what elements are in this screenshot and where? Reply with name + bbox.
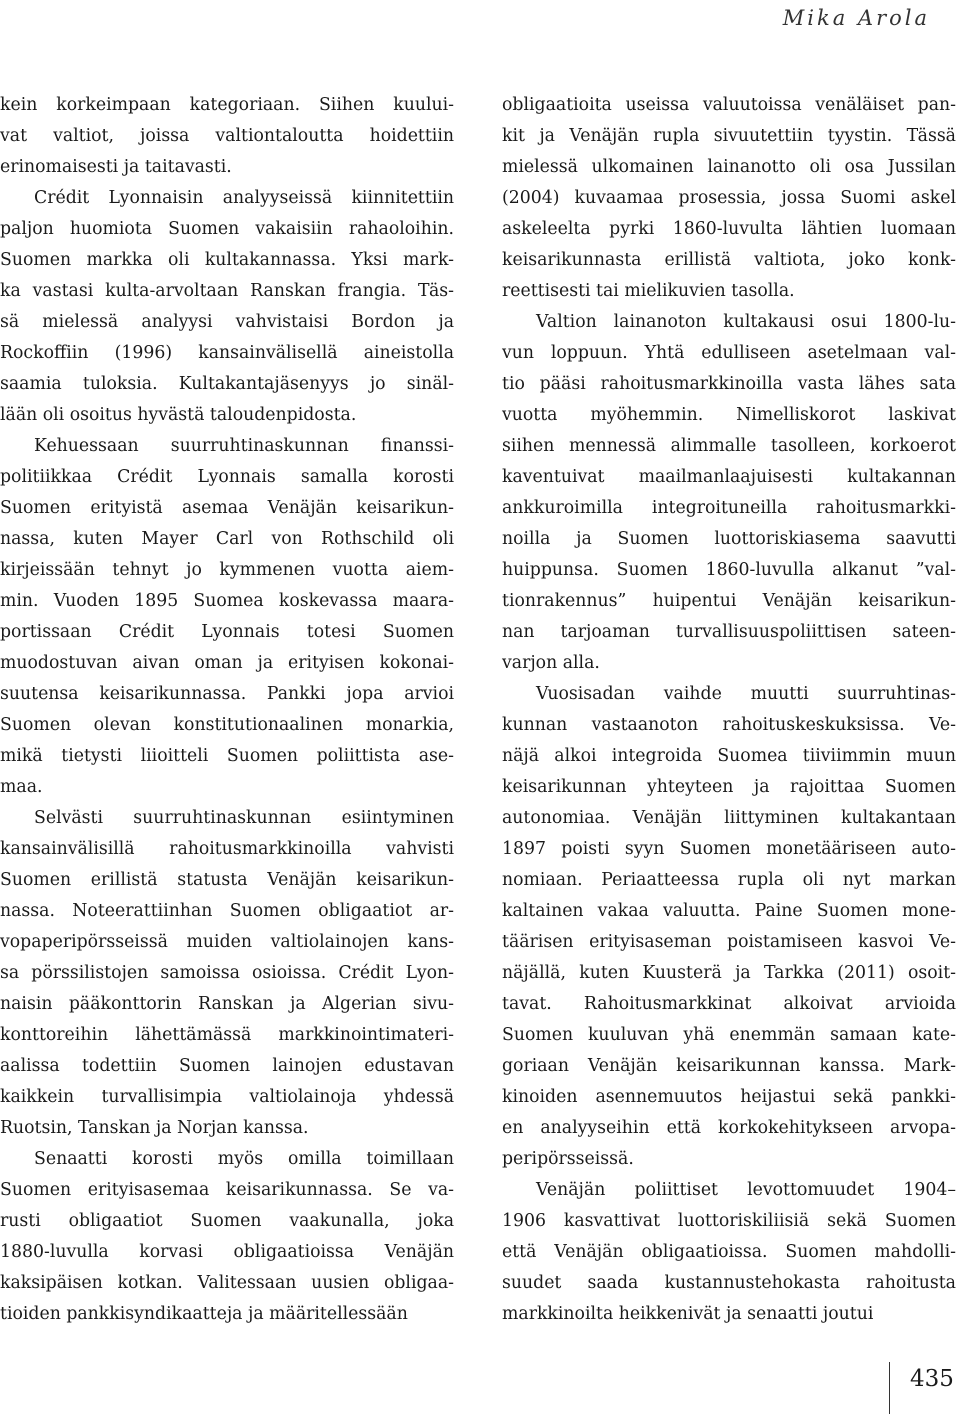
text-line: 1897 poisti syyn Suomen monetääriseen auto- xyxy=(502,839,956,859)
text-line: nomiaan. Periaatteessa rupla oli nyt markan xyxy=(502,870,956,890)
paragraph xyxy=(502,1175,956,1330)
text-line: Suomen erityistä asemaa Venäjän keisarikun- xyxy=(0,498,454,518)
text-line: kit ja Venäjän rupla sivuutettiin tyystin. Tässä xyxy=(502,126,956,146)
paragraph xyxy=(0,1144,454,1330)
text-line: 1880-luvulla korvasi obligaatioissa Venäjän xyxy=(0,1242,454,1262)
text-line: Suomen erillistä statusta Venäjän keisarikun- xyxy=(0,870,454,890)
text-line: paljon huomiota Suomen vakaisiin rahaoloihin. xyxy=(0,219,454,239)
text-line: Selvästi suurruhtinaskunnan esiintyminen xyxy=(34,808,454,828)
text-line: sä mielessä analyysi vahvistaisi Bordon ja xyxy=(0,312,454,332)
text-line: vat valtiot, joissa valtiontaloutta hoidettiin xyxy=(0,126,454,146)
text-line: kaikkein turvallisimpia valtiolainoja yhdessä xyxy=(0,1087,454,1107)
text-line: peripörsseissä. xyxy=(502,1149,634,1169)
text-line: askeleelta pyrki 1860-luvulta lähtien luomaan xyxy=(502,219,956,239)
text-line: aalissa todettiin Suomen lainojen edustavan xyxy=(0,1056,454,1076)
running-head: Mika Arola xyxy=(782,6,930,30)
text-line: vuotta myöhemmin. Nimelliskorot laskivat xyxy=(502,405,956,425)
text-line: sa pörssilistojen samoissa osioissa. Crédit Lyon- xyxy=(0,963,454,983)
text-line: lään oli osoitus hyvästä taloudenpidosta. xyxy=(0,405,357,425)
text-line: täärisen erityisaseman poistamiseen kasvoi Ve- xyxy=(502,932,956,952)
text-line: Suomen kuuluvan yhä enemmän samaan kate- xyxy=(502,1025,956,1045)
text-line: goriaan Venäjän keisarikunnan kanssa. Mark- xyxy=(502,1056,956,1076)
right-column xyxy=(502,90,956,1330)
text-line: nassa. Noteerattiinhan Suomen obligaatiot ar- xyxy=(0,901,454,921)
text-line: Senaatti korosti myös omilla toimillaan xyxy=(34,1149,454,1169)
text-line: tio pääsi rahoitusmarkkinoilla vasta lähes sata xyxy=(502,374,956,394)
folio-divider xyxy=(889,1362,890,1414)
text-line: markkinoilta heikkenivät ja senaatti joutui xyxy=(502,1304,874,1324)
text-line: saamia tuloksia. Kultakantajäsenyys jo sinäl- xyxy=(0,374,454,394)
text-line: maa. xyxy=(0,777,43,797)
text-line: vopaperipörsseissä muiden valtiolainojen kans- xyxy=(0,932,454,952)
paragraph xyxy=(502,307,956,679)
text-line: Suomen olevan konstitutionaalinen monarkia, xyxy=(0,715,454,735)
text-line: 1906 kasvattivat luottoriskiliisiä sekä Suomen xyxy=(502,1211,956,1231)
text-line: Ruotsin, Tanskan ja Norjan kanssa. xyxy=(0,1118,309,1138)
text-line: tavat. Rahoitusmarkkinat alkoivat arvioida xyxy=(502,994,956,1014)
text-line: ankkuroimilla integroituneilla rahoitusmarkki- xyxy=(502,498,956,518)
text-line: kein korkeimpaan kategoriaan. Siihen kuului- xyxy=(0,95,454,115)
text-line: Suomen markka oli kultakannassa. Yksi mark- xyxy=(0,250,454,270)
text-line: varjon alla. xyxy=(502,653,600,673)
text-line: Vuosisadan vaihde muutti suurruhtinas- xyxy=(536,684,956,704)
page-number: 435 xyxy=(910,1366,954,1392)
text-line: obligaatioita useissa valuutoissa venäläiset pan- xyxy=(502,95,956,115)
text-line: kaventuivat maailmanlaajuisesti kultakannan xyxy=(502,467,956,487)
text-line: erinomaisesti ja taitavasti. xyxy=(0,157,232,177)
text-line: Kehuessaan suurruhtinaskunnan finanssi- xyxy=(34,436,454,456)
text-line: mielessä ulkomainen lainanotto oli osa Jussilan xyxy=(502,157,956,177)
text-line: keisarikunnasta erillistä valtiota, joko konk- xyxy=(502,250,956,270)
text-line: että Venäjän obligaatioissa. Suomen mahdolli- xyxy=(502,1242,956,1262)
text-line: Venäjän poliittiset levottomuudet 1904– xyxy=(536,1180,956,1200)
text-line: nassa, kuten Mayer Carl von Rothschild oli xyxy=(0,529,454,549)
text-line: (2004) kuvaamaa prosessia, jossa Suomi askel xyxy=(502,188,956,208)
paragraph xyxy=(0,431,454,803)
text-line: autonomiaa. Venäjän liittyminen kultakantaan xyxy=(502,808,956,828)
text-line: Rockoffiin (1996) kansainvälisellä aineistolla xyxy=(0,343,454,363)
text-line: muodostuvan aivan oman ja erityisen kokonai- xyxy=(0,653,454,673)
text-line: kansainvälisillä rahoitusmarkkinoilla vahvisti xyxy=(0,839,454,859)
text-line: suudet saada kustannustehokasta rahoitusta xyxy=(502,1273,956,1293)
paragraph xyxy=(0,90,454,183)
text-line: politiikkaa Crédit Lyonnais samalla korosti xyxy=(0,467,454,487)
paragraph xyxy=(502,679,956,1175)
text-line: kunnan vastaanoton rahoituskeskuksissa. Ve- xyxy=(502,715,956,735)
text-line: kaltainen vakaa valuutta. Paine Suomen mone- xyxy=(502,901,956,921)
text-line: ka vastasi kulta-arvoltaan Ranskan frangia. Täs- xyxy=(0,281,454,301)
text-line: tioiden pankkisyndikaatteja ja määritellessään xyxy=(0,1304,408,1324)
paragraph xyxy=(0,183,454,431)
text-line: Suomen erityisasemaa keisarikunnassa. Se va- xyxy=(0,1180,454,1200)
text-line: näjällä, kuten Kuusterä ja Tarkka (2011) osoit- xyxy=(502,963,956,983)
text-line: portissaan Crédit Lyonnais totesi Suomen xyxy=(0,622,454,642)
text-line: kirjeissään tehnyt jo kymmenen vuotta aiem- xyxy=(0,560,454,580)
text-line: nan tarjoaman turvallisuuspoliittisen sateen- xyxy=(502,622,956,642)
text-line: vun loppuun. Yhtä edulliseen asetelmaan val- xyxy=(502,343,956,363)
text-line: noilla ja Suomen luottoriskiasema saavutti xyxy=(502,529,956,549)
paragraph xyxy=(502,90,956,307)
text-line: tionrakennus” huipentui Venäjän keisarikun- xyxy=(502,591,956,611)
paragraph xyxy=(0,803,454,1144)
text-line: suutensa keisarikunnassa. Pankki jopa arvioi xyxy=(0,684,454,704)
text-line: rusti obligaatiot Suomen vaakunalla, joka xyxy=(0,1211,454,1231)
text-line: reettisesti tai mielikuvien tasolla. xyxy=(502,281,795,301)
text-line: huippunsa. Suomen 1860-luvulla alkanut ”val- xyxy=(502,560,956,580)
text-line: Valtion lainanoton kultakausi osui 1800-lu- xyxy=(536,312,956,332)
left-column xyxy=(0,90,454,1330)
text-line: mikä tietysti liioitteli Suomen poliittista ase- xyxy=(0,746,454,766)
text-line: min. Vuoden 1895 Suomea koskevassa maara- xyxy=(0,591,454,611)
text-line: kinoiden asennemuutos heijastui sekä pankki- xyxy=(502,1087,956,1107)
text-line: keisarikunnan yhteyteen ja rajoittaa Suomen xyxy=(502,777,956,797)
text-line: en analyyseihin että korkokehitykseen arvopa- xyxy=(502,1118,956,1138)
text-line: näjä alkoi integroida Suomea tiiviimmin muun xyxy=(502,746,956,766)
text-line: Crédit Lyonnaisin analyyseissä kiinnitettiin xyxy=(34,188,454,208)
text-line: naisin pääkonttorin Ranskan ja Algerian sivu- xyxy=(0,994,454,1014)
text-line: kaksipäisen kotkan. Valitessaan uusien obligaa- xyxy=(0,1273,454,1293)
text-line: siihen mennessä alimmalle tasolleen, korkoerot xyxy=(502,436,956,456)
text-line: konttoreihin lähettämässä markkinointimateri- xyxy=(0,1025,454,1045)
